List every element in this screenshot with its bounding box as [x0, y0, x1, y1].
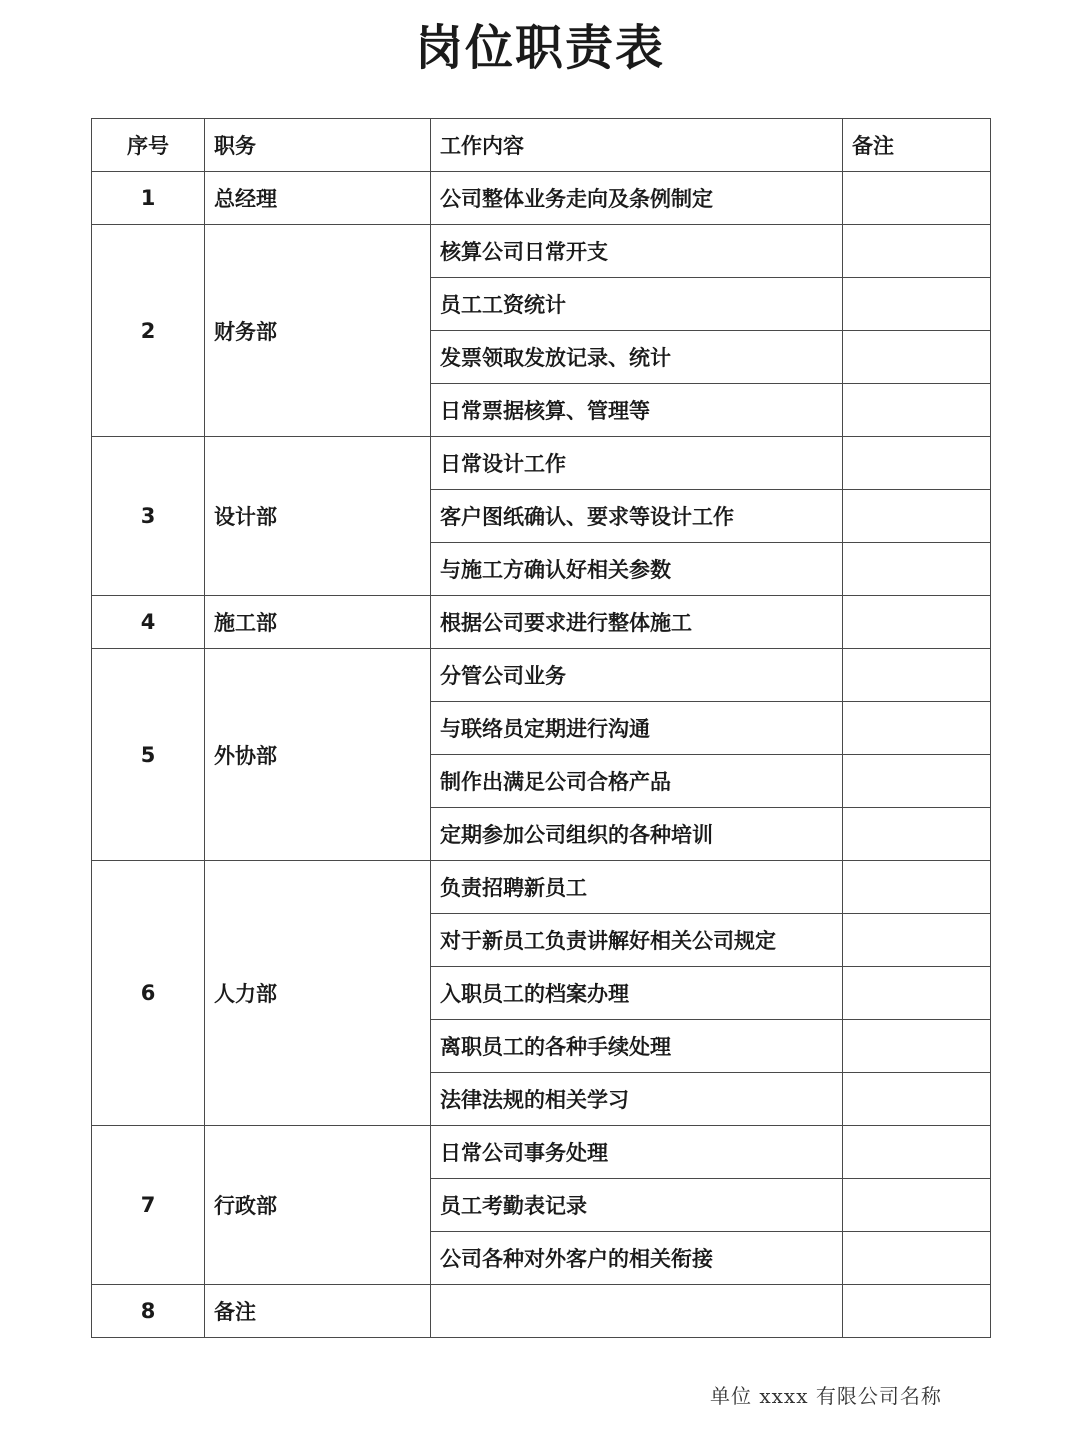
row-seq: 7 — [92, 1126, 205, 1285]
row-task: 根据公司要求进行整体施工 — [431, 596, 843, 649]
row-task: 员工工资统计 — [431, 278, 843, 331]
row-task: 员工考勤表记录 — [431, 1179, 843, 1232]
row-task: 入职员工的档案办理 — [431, 967, 843, 1020]
row-role: 备注 — [205, 1285, 431, 1338]
company-footer: 单位 xxxx 有限公司名称 — [710, 1384, 942, 1408]
row-role: 人力部 — [205, 861, 431, 1126]
row-note — [843, 384, 991, 437]
header-note: 备注 — [843, 119, 991, 172]
row-role: 外协部 — [205, 649, 431, 861]
table-row — [92, 437, 991, 490]
row-note — [843, 861, 991, 914]
row-task: 与联络员定期进行沟通 — [431, 702, 843, 755]
row-note — [843, 1179, 991, 1232]
row-note — [843, 490, 991, 543]
row-note — [843, 1073, 991, 1126]
header-role: 职务 — [205, 119, 431, 172]
table-row — [92, 1126, 991, 1179]
row-note — [843, 967, 991, 1020]
header-work: 工作内容 — [431, 119, 843, 172]
row-task: 客户图纸确认、要求等设计工作 — [431, 490, 843, 543]
row-role: 设计部 — [205, 437, 431, 596]
row-note — [843, 278, 991, 331]
row-task: 定期参加公司组织的各种培训 — [431, 808, 843, 861]
row-task — [431, 1285, 843, 1338]
row-seq: 2 — [92, 225, 205, 437]
duty-table — [91, 118, 991, 1338]
row-task: 离职员工的各种手续处理 — [431, 1020, 843, 1073]
row-seq: 8 — [92, 1285, 205, 1338]
row-role: 施工部 — [205, 596, 431, 649]
row-seq: 3 — [92, 437, 205, 596]
row-seq: 4 — [92, 596, 205, 649]
row-note — [843, 755, 991, 808]
row-note — [843, 437, 991, 490]
row-note — [843, 1020, 991, 1073]
row-task: 制作出满足公司合格产品 — [431, 755, 843, 808]
row-task: 日常设计工作 — [431, 437, 843, 490]
row-note — [843, 914, 991, 967]
row-note — [843, 1126, 991, 1179]
row-note — [843, 543, 991, 596]
row-task: 负责招聘新员工 — [431, 861, 843, 914]
row-note — [843, 225, 991, 278]
row-task: 分管公司业务 — [431, 649, 843, 702]
row-task: 公司整体业务走向及条例制定 — [431, 172, 843, 225]
row-task: 法律法规的相关学习 — [431, 1073, 843, 1126]
table-row — [92, 172, 991, 225]
row-task: 日常票据核算、管理等 — [431, 384, 843, 437]
row-task: 与施工方确认好相关参数 — [431, 543, 843, 596]
row-note — [843, 808, 991, 861]
row-task: 对于新员工负责讲解好相关公司规定 — [431, 914, 843, 967]
header-seq: 序号 — [92, 119, 205, 172]
row-task: 核算公司日常开支 — [431, 225, 843, 278]
row-note — [843, 702, 991, 755]
table-row — [92, 225, 991, 278]
row-note — [843, 596, 991, 649]
row-note — [843, 1285, 991, 1338]
table-row — [92, 596, 991, 649]
row-role: 总经理 — [205, 172, 431, 225]
row-seq: 1 — [92, 172, 205, 225]
row-note — [843, 331, 991, 384]
page-title: 岗位职责表 — [414, 20, 665, 76]
table-row — [92, 1285, 991, 1338]
table-header-row — [92, 119, 991, 172]
row-seq: 5 — [92, 649, 205, 861]
row-task: 公司各种对外客户的相关衔接 — [431, 1232, 843, 1285]
row-role: 行政部 — [205, 1126, 431, 1285]
row-role: 财务部 — [205, 225, 431, 437]
row-task: 日常公司事务处理 — [431, 1126, 843, 1179]
row-note — [843, 1232, 991, 1285]
table-row — [92, 861, 991, 914]
row-note — [843, 172, 991, 225]
row-seq: 6 — [92, 861, 205, 1126]
table-row — [92, 649, 991, 702]
row-task: 发票领取发放记录、统计 — [431, 331, 843, 384]
row-note — [843, 649, 991, 702]
